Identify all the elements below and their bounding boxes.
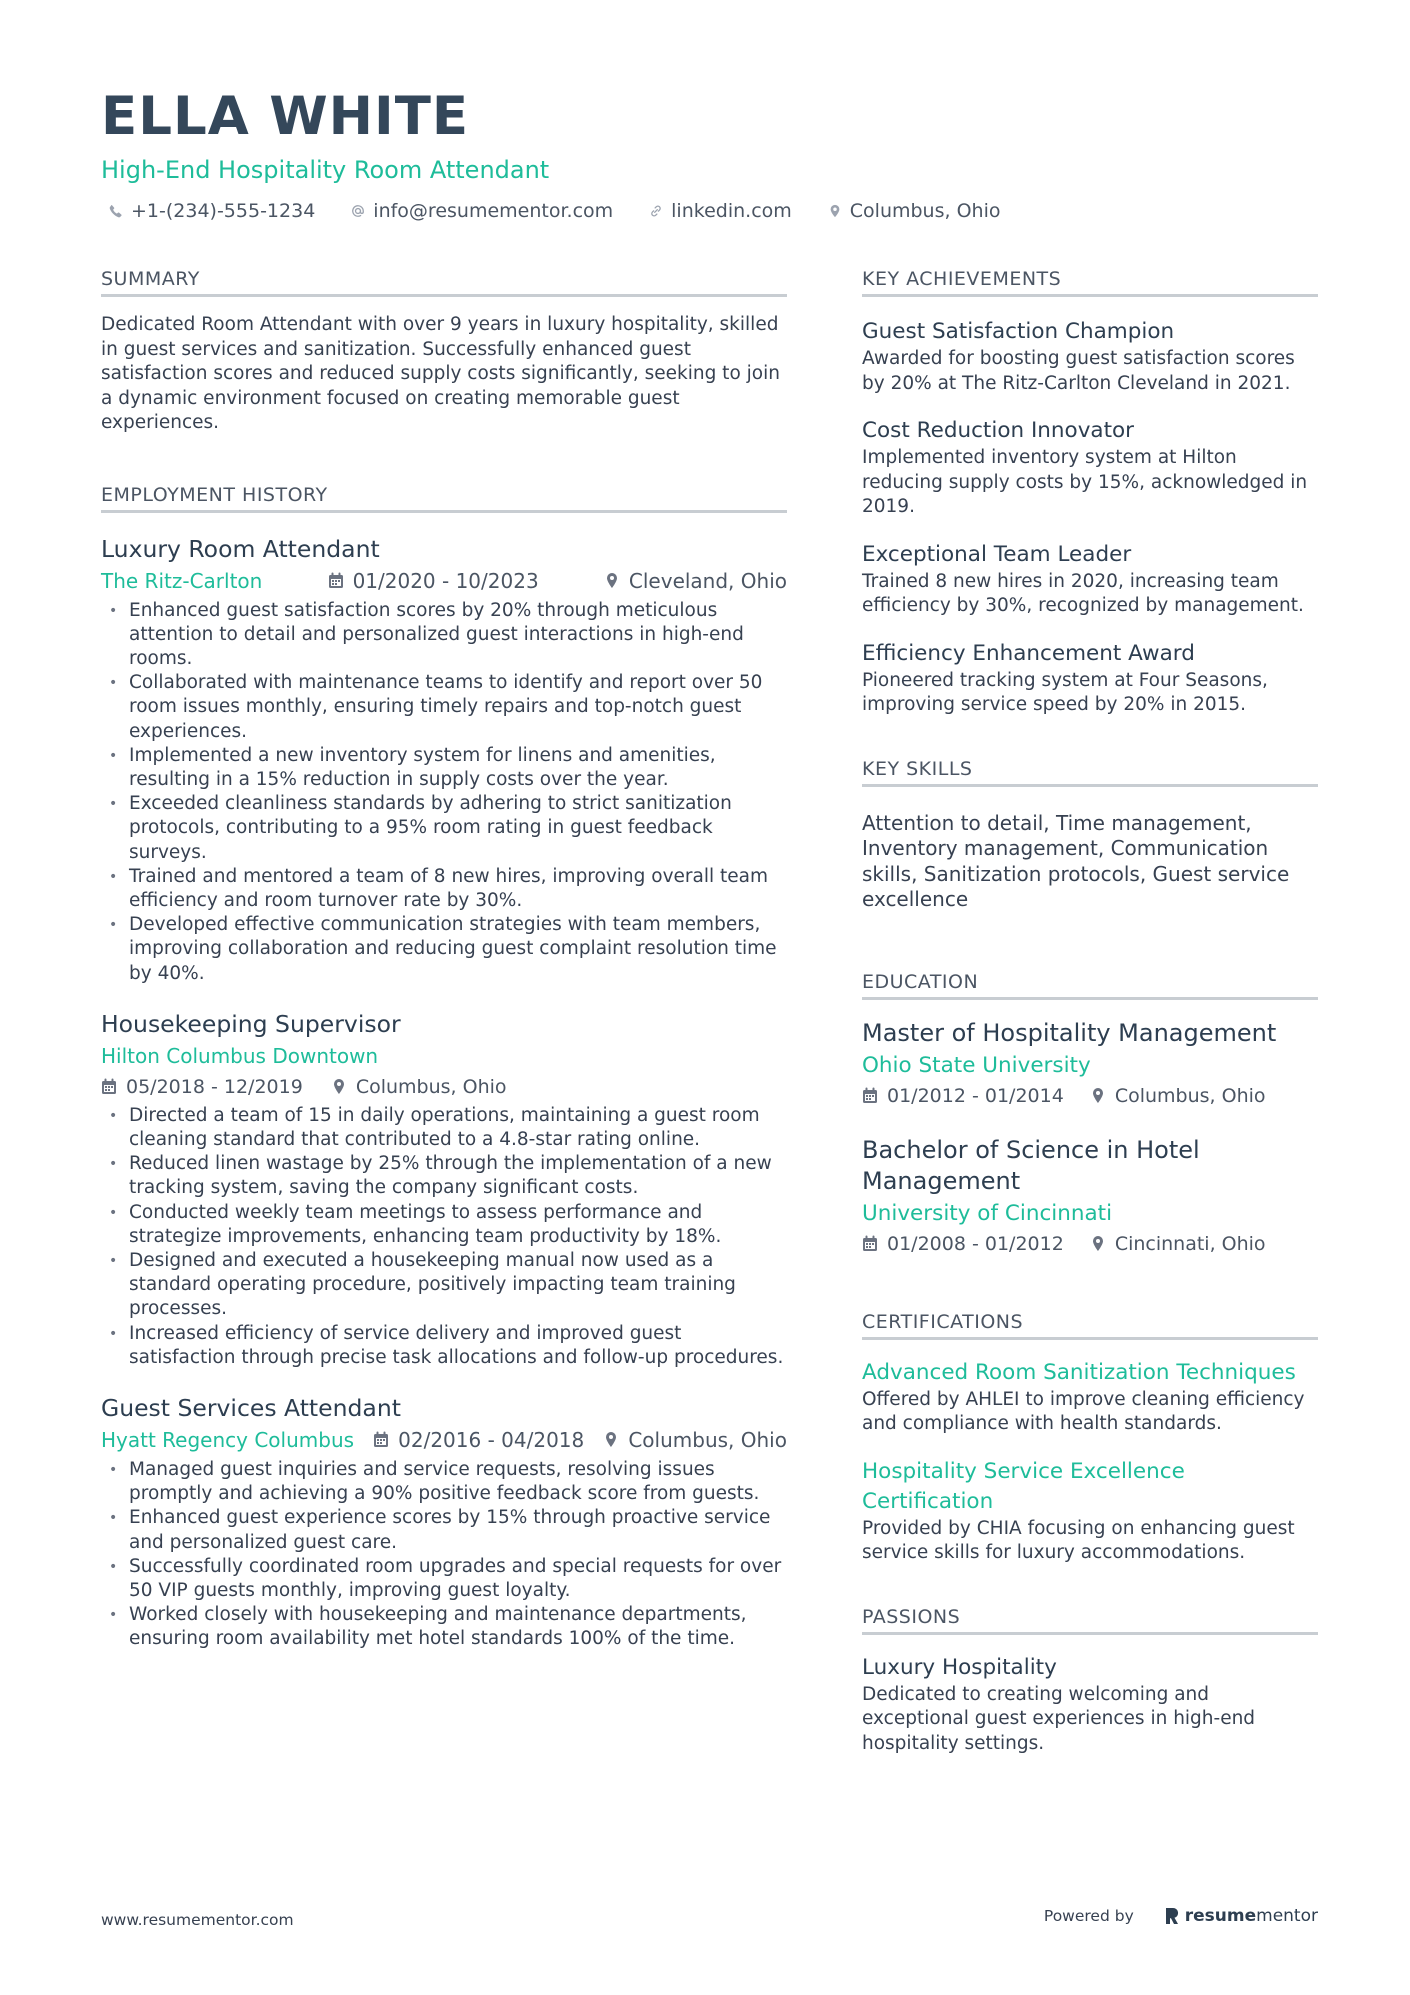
- job-entry: [101, 1008, 787, 1370]
- education-location: [1090, 1083, 1266, 1109]
- passions-section: [862, 1606, 1318, 1757]
- education-location: [1090, 1231, 1266, 1257]
- brand-light-text: mentor: [1256, 1906, 1318, 1926]
- skills-text: Attention to detail, Time management, Inventory management, Communication skills, Sanitization protocols, Guest service excellence: [862, 810, 1290, 911]
- job-location: [603, 1424, 787, 1456]
- job-location: [604, 565, 787, 597]
- education-degree: Master of Hospitality Management: [862, 1018, 1277, 1047]
- job-bullets: [101, 599, 787, 986]
- achievement-title: Exceptional Team Leader: [862, 541, 1132, 567]
- achievement-item: [862, 317, 1318, 396]
- bullet-item: • Collaborated with maintenance teams to identify and report over 50 room issues monthly, ensuring timely repairs and top-notch guest experiences.: [101, 671, 787, 744]
- contact-linkedin[interactable]: [649, 200, 792, 222]
- job-meta: [101, 565, 787, 597]
- bullet-item: • Implemented a new inventory system for linens and amenities, resulting in a 15% reduction in supply costs over the year.: [101, 744, 787, 792]
- job-dates: [101, 1072, 303, 1102]
- achievement-title: Cost Reduction Innovator: [862, 418, 1135, 443]
- education-dates: [862, 1231, 1064, 1257]
- achievement-item: [862, 639, 1318, 718]
- map-pin-icon: [828, 204, 842, 218]
- education-item: [862, 1135, 1318, 1257]
- education-school: Ohio State University: [862, 1052, 1091, 1078]
- job-meta: [101, 1072, 787, 1102]
- bullet-item: • Enhanced guest satisfaction scores by 20% through meticulous attention to detail and personalized guest interactions in high-end rooms.: [101, 599, 787, 672]
- map-pin-icon: [1090, 1235, 1106, 1252]
- certification-item: [862, 1457, 1318, 1566]
- bullet-item: • Designed and executed a housekeeping manual now used as a standard operating procedure, positively impacting team training processes.: [101, 1249, 787, 1322]
- employment-section: [101, 484, 787, 1652]
- candidate-role: High-End Hospitality Room Attendant: [101, 156, 550, 184]
- job-bullets: [101, 1104, 787, 1370]
- achievement-item: [862, 540, 1318, 619]
- achievement-desc: Pioneered tracking system at Four Seasons, improving service speed by 20% in 2015.: [862, 669, 1268, 715]
- bullet-item: • Developed effective communication strategies with team members, improving collaboration and reducing guest complaint resolution time by 40%.: [101, 913, 787, 986]
- location-text: Columbus, Ohio: [849, 200, 1001, 222]
- certification-desc: Provided by CHIA focusing on enhancing guest service skills for luxury accommodations.: [862, 1517, 1295, 1563]
- footer-powered-by: [1044, 1906, 1318, 1926]
- education-meta: [862, 1231, 1318, 1257]
- education-meta: [862, 1083, 1318, 1109]
- achievement-item: [862, 416, 1318, 520]
- calendar-icon: [101, 1078, 117, 1095]
- summary-section: [101, 268, 787, 436]
- bullet-item: • Conducted weekly team meetings to assess performance and strategize improvements, enhancing team productivity by 18%.: [101, 1201, 787, 1249]
- map-pin-icon: [1090, 1087, 1106, 1104]
- brand-logo[interactable]: [1164, 1906, 1318, 1926]
- job-location-text: Columbus, Ohio: [628, 1427, 787, 1452]
- bullet-item: • Managed guest inquiries and service requests, resolving issues promptly and achieving a 90% positive feedback score from guests.: [101, 1458, 787, 1506]
- education-heading: EDUCATION: [862, 971, 1318, 1000]
- job-meta-company: [101, 1040, 787, 1072]
- candidate-name: ELLA WHITE: [101, 86, 470, 147]
- job-dates-text: 01/2020 - 10/2023: [352, 568, 539, 593]
- contact-email[interactable]: [351, 200, 613, 222]
- job-location-text: Columbus, Ohio: [355, 1075, 507, 1098]
- calendar-icon: [862, 1235, 878, 1252]
- job-company: The Ritz-Carlton: [101, 568, 263, 593]
- bullet-item: • Increased efficiency of service delivery and improved guest satisfaction through precise task allocations and follow-up procedures.: [101, 1322, 787, 1370]
- job-dates: [373, 1424, 584, 1456]
- bullet-item: • Successfully coordinated room upgrades and special requests for over 50 VIP guests monthly, improving guest loyalty.: [101, 1555, 787, 1603]
- job-entry: [101, 1392, 787, 1652]
- skills-heading: KEY SKILLS: [862, 758, 1318, 787]
- contact-bar: [101, 200, 1028, 222]
- job-dates-text: 05/2018 - 12/2019: [126, 1075, 303, 1098]
- map-pin-icon: [331, 1078, 347, 1095]
- achievement-title: Guest Satisfaction Champion: [862, 319, 1175, 344]
- contact-phone[interactable]: [109, 200, 315, 222]
- achievement-desc: Awarded for boosting guest satisfaction scores by 20% at The Ritz-Carlton Cleveland in 2021.: [862, 348, 1295, 394]
- job-meta: [101, 1424, 787, 1456]
- bullet-item: • Reduced linen wastage by 25% through the implementation of a new tracking system, saving the company significant costs.: [101, 1152, 787, 1200]
- summary-heading: SUMMARY: [101, 268, 787, 297]
- education-degree: Bachelor of Science in Hotel Management: [862, 1135, 1200, 1195]
- education-dates: [862, 1083, 1064, 1109]
- job-entry: [101, 533, 787, 986]
- calendar-icon: [328, 572, 344, 589]
- brand-bold-text: resume: [1184, 1906, 1257, 1926]
- contact-location: [828, 200, 1001, 222]
- job-company: Hilton Columbus Downtown: [101, 1043, 379, 1068]
- education-item: [862, 1018, 1318, 1109]
- job-location-text: Cleveland, Ohio: [628, 568, 787, 593]
- header: [101, 84, 1028, 222]
- skills-section: [862, 758, 1318, 913]
- passions-heading: PASSIONS: [862, 1606, 1318, 1635]
- certification-desc: Offered by AHLEI to improve cleaning efficiency and compliance with health standards.: [862, 1388, 1305, 1434]
- email-text: info@resumementor.com: [373, 200, 614, 222]
- passion-item: [862, 1653, 1318, 1757]
- achievement-desc: Trained 8 new hires in 2020, increasing team efficiency by 30%, recognized by management.: [862, 570, 1304, 616]
- education-dates-text: 01/2008 - 01/2012: [887, 1232, 1064, 1255]
- calendar-icon: [373, 1431, 389, 1448]
- map-pin-icon: [604, 572, 620, 589]
- left-column: [101, 268, 787, 1652]
- bullet-item: • Directed a team of 15 in daily operations, maintaining a guest room cleaning standard that contributed to a 4.8-star rating online.: [101, 1104, 787, 1152]
- phone-icon: [109, 204, 123, 218]
- powered-by-label: Powered by: [1043, 1907, 1134, 1925]
- employment-heading: EMPLOYMENT HISTORY: [101, 484, 787, 513]
- calendar-icon: [862, 1087, 878, 1104]
- bullet-item: • Enhanced guest experience scores by 15% through proactive service and personalized guest care.: [101, 1506, 787, 1554]
- passion-desc: Dedicated to creating welcoming and exceptional guest experiences in high-end hospitality settings.: [862, 1683, 1256, 1754]
- link-icon: [649, 204, 663, 218]
- job-company: Hyatt Regency Columbus: [101, 1427, 355, 1452]
- achievements-section: [862, 268, 1318, 718]
- passion-title: Luxury Hospitality: [862, 1654, 1057, 1680]
- certification-title: Hospitality Service Excellence Certification: [862, 1458, 1185, 1514]
- education-location-text: Cincinnati, Ohio: [1114, 1232, 1266, 1255]
- job-title: Guest Services Attendant: [101, 1393, 401, 1422]
- bullet-item: • Worked closely with housekeeping and maintenance departments, ensuring room availability met hotel standards 100% of the time.: [101, 1603, 787, 1651]
- job-bullets: [101, 1458, 787, 1652]
- achievement-title: Efficiency Enhancement Award: [862, 640, 1195, 666]
- summary-text: Dedicated Room Attendant with over 9 years in luxury hospitality, skilled in guest services and sanitization. Successfully enhanced guest satisfaction scores and reduced supply costs significantly, seeking to join a dynamic environment focused on creating memorable guest experiences.: [101, 314, 780, 433]
- resumementor-logo-icon: [1164, 1906, 1180, 1926]
- achievement-desc: Implemented inventory system at Hilton reducing supply costs by 15%, acknowledged in 2019.: [862, 447, 1308, 517]
- education-section: [862, 971, 1318, 1257]
- right-column: [862, 268, 1318, 1776]
- at-icon: [351, 204, 365, 218]
- map-pin-icon: [603, 1431, 619, 1448]
- footer-website[interactable]: www.resumementor.com: [101, 1911, 294, 1929]
- education-school: University of Cincinnati: [862, 1200, 1113, 1226]
- certifications-heading: CERTIFICATIONS: [862, 1311, 1318, 1340]
- job-location: [331, 1072, 507, 1102]
- linkedin-text: linkedin.com: [671, 200, 792, 222]
- job-dates: [328, 565, 539, 597]
- certification-title: Advanced Room Sanitization Techniques: [862, 1359, 1296, 1385]
- phone-text: +1-(234)-555-1234: [131, 200, 316, 222]
- education-location-text: Columbus, Ohio: [1114, 1084, 1266, 1107]
- job-dates-text: 02/2016 - 04/2018: [398, 1427, 585, 1452]
- certification-item: [862, 1358, 1318, 1437]
- education-dates-text: 01/2012 - 01/2014: [887, 1084, 1064, 1107]
- certifications-section: [862, 1311, 1318, 1566]
- job-title: Housekeeping Supervisor: [101, 1009, 401, 1038]
- job-title: Luxury Room Attendant: [101, 534, 380, 563]
- bullet-item: • Trained and mentored a team of 8 new hires, improving overall team efficiency and room turnover rate by 30%.: [101, 865, 787, 913]
- bullet-item: • Exceeded cleanliness standards by adhering to strict sanitization protocols, contributing to a 95% room rating in guest feedback surveys.: [101, 792, 787, 865]
- achievements-heading: KEY ACHIEVEMENTS: [862, 268, 1318, 297]
